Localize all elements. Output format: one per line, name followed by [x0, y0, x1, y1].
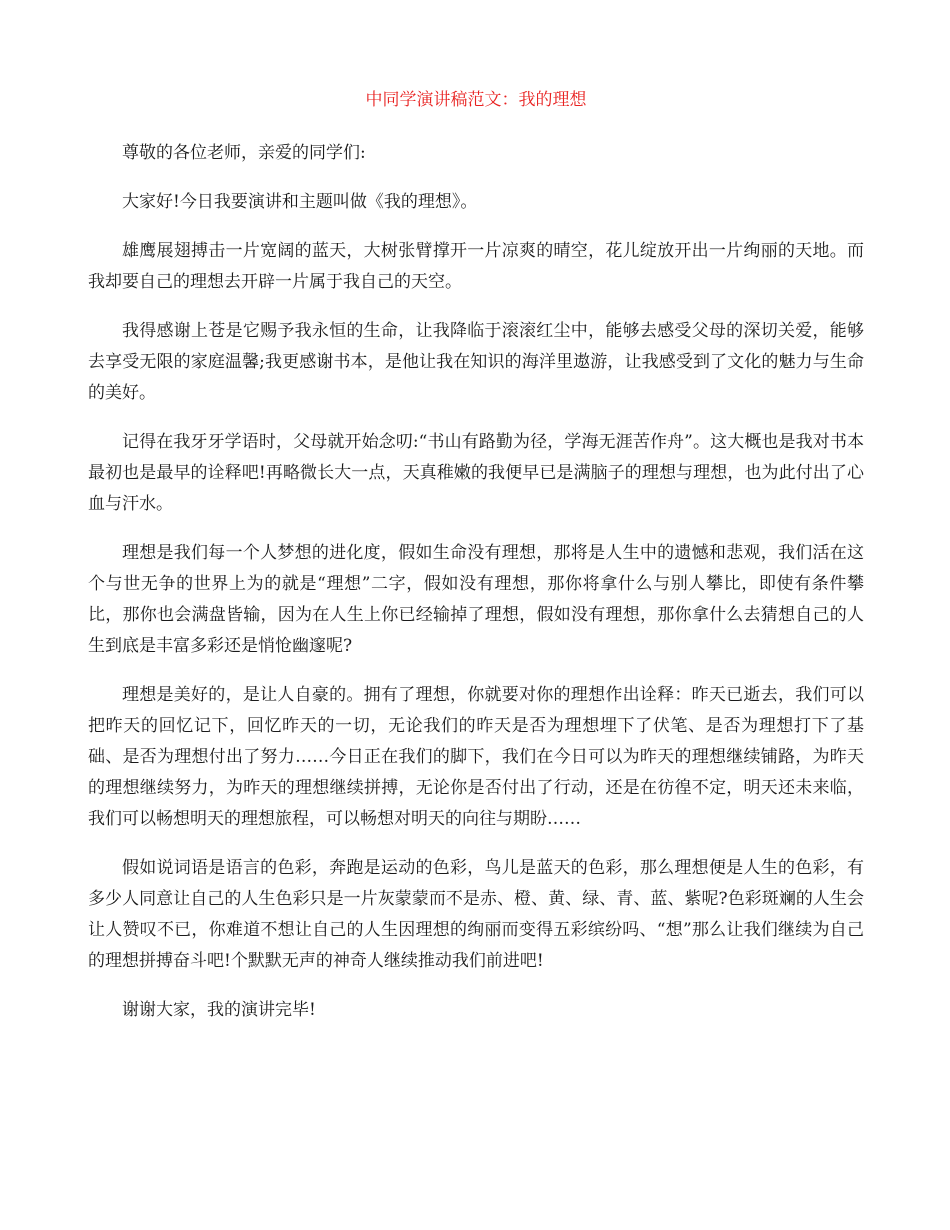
paragraph-colors: 假如说词语是语言的色彩，奔跑是运动的色彩，鸟儿是蓝天的色彩，那么理想便是人生的色彩，有多少人同意让自己的人生色彩只是一片灰蒙蒙而不是赤、橙、黄、绿、青、蓝、紫呢?色彩斑斓的人生会让人赞叹不已，你难道不想让自己的人生因理想的绚丽而变得五彩缤纷吗、“想”那么让我们继续为自己的理想拼搏奋斗吧!个默默无声的神奇人继续推动我们前进吧! [88, 858, 864, 971]
paragraph-childhood: 记得在我牙牙学语时，父母就开始念叨:“书山有路勤为径，学海无涯苦作舟”。这大概也是我对书本最初也是最早的诠释吧!再略微长大一点，天真稚嫩的我便早已是满脑子的理想与理想，也为此付出了心血与汗水。 [88, 432, 864, 514]
paragraph-ideal-meaning: 理想是我们每一个人梦想的进化度，假如生命没有理想，那将是人生中的遗憾和悲观，我们活在这个与世无争的世界上为的就是“理想”二字，假如没有理想，那你将拿什么与别人攀比，即使有条件攀比，那你也会满盘皆输，因为在人生上你已经输掉了理想，假如没有理想，那你拿什么去猜想自己的人生到底是丰富多彩还是悄怆幽邃呢? [88, 543, 864, 656]
paragraph-ideal-beauty: 理想是美好的，是让人自豪的。拥有了理想，你就要对你的理想作出诠释：昨天已逝去，我们可以把昨天的回忆记下，回忆昨天的一切，无论我们的昨天是否为理想埋下了伏笔、是否为理想打下了基础、是否为理想付出了努力……今日正在我们的脚下，我们在今日可以为昨天的理想继续铺路，为昨天的理想继续努力，为昨天的理想继续拼搏，无论你是否付出了行动，还是在彷徨不定，明天还未来临，我们可以畅想明天的理想旅程，可以畅想对明天的向往与期盼…… [88, 685, 864, 829]
paragraph-intro: 大家好!今日我要演讲和主题叫做《我的理想》。 [122, 192, 478, 212]
paragraph-gratitude: 我得感谢上苍是它赐予我永恒的生命，让我降临于滚滚红尘中，能够去感受父母的深切关爱，能够去享受无限的家庭温馨;我更感谢书本，是他让我在知识的海洋里遨游，让我感受到了文化的魅力与生命的美好。 [88, 321, 864, 403]
paragraph-greeting: 尊敬的各位老师，亲爱的同学们: [122, 143, 366, 163]
document-title: 中同学演讲稿范文：我的理想 [365, 90, 587, 110]
paragraph-closing: 谢谢大家，我的演讲完毕! [122, 1000, 316, 1020]
paragraph-eagle: 雄鹰展翅搏击一片宽阔的蓝天，大树张臂撑开一片凉爽的晴空，花儿绽放开出一片绚丽的天地。而我却要自己的理想去开辟一片属于我自己的天空。 [88, 241, 864, 292]
